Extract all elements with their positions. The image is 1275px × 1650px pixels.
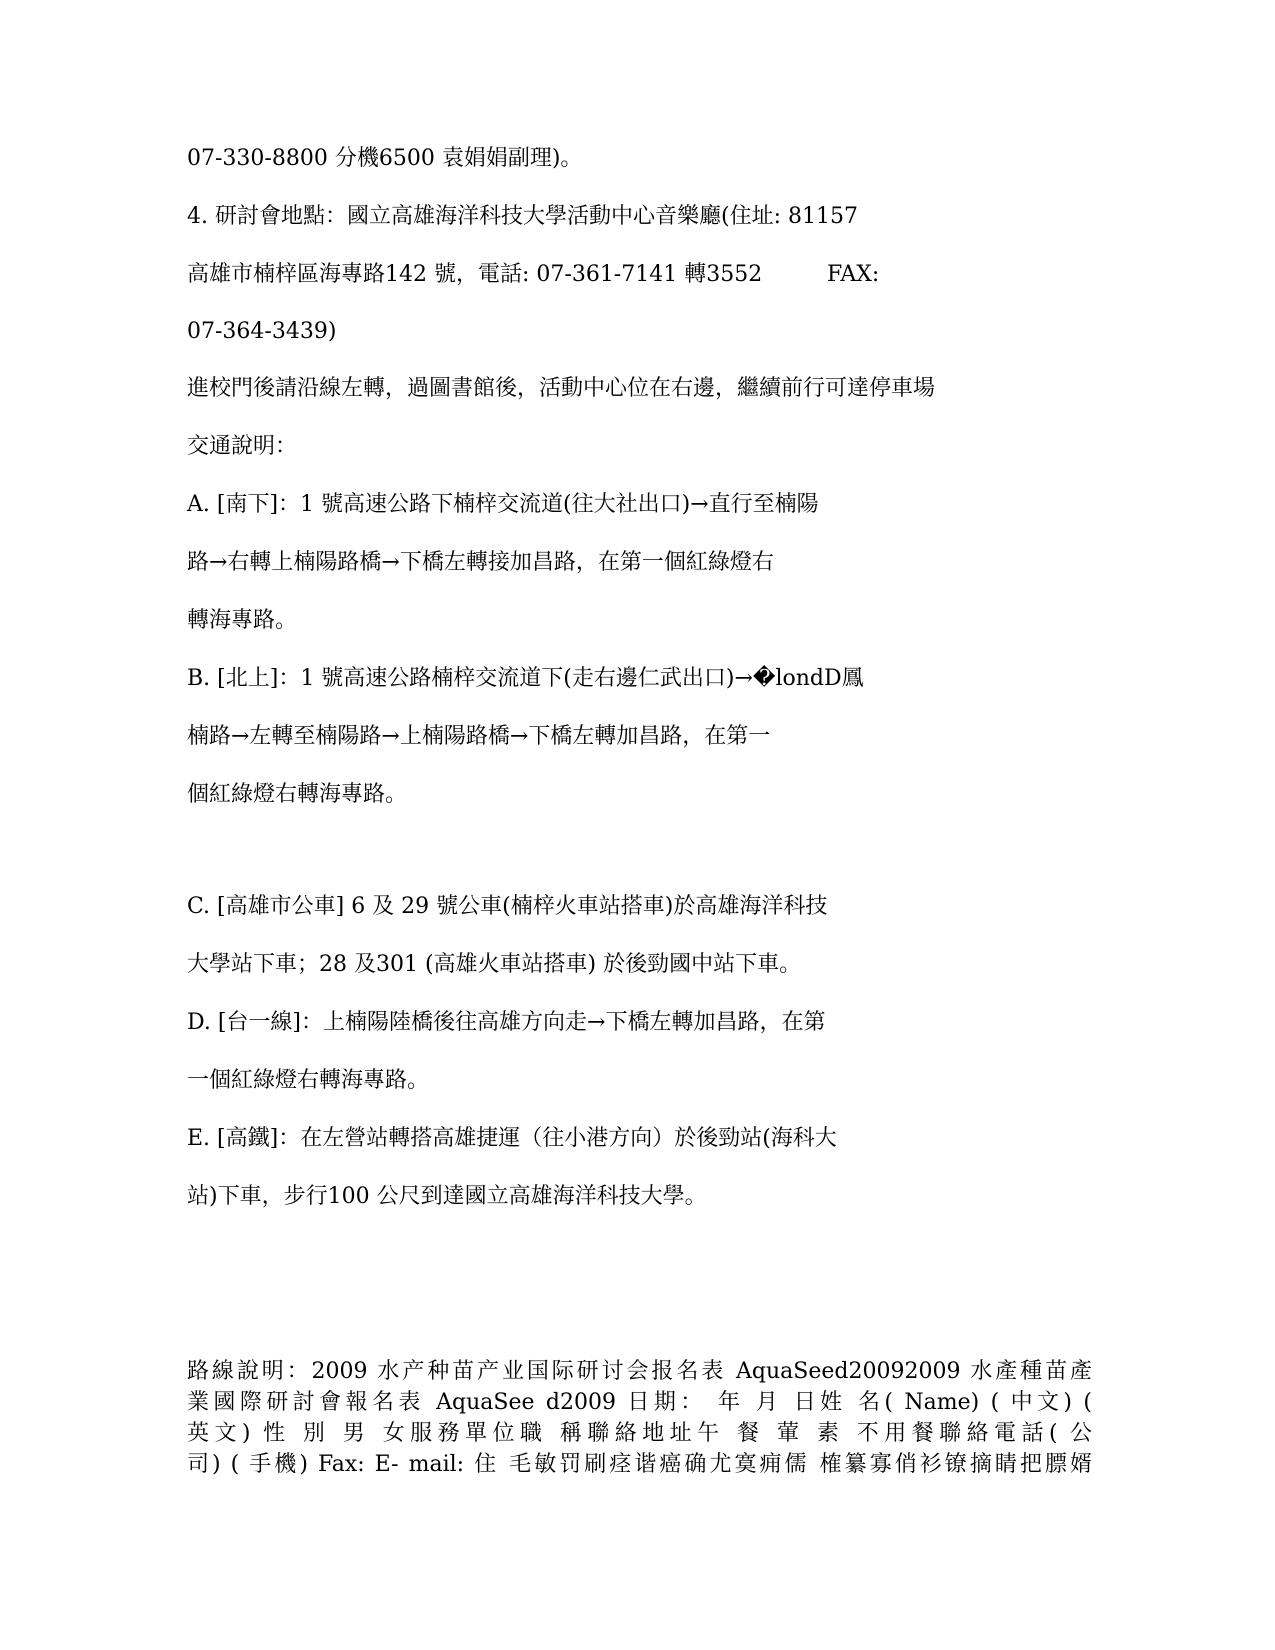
text-line-3-fax-label: FAX: bbox=[827, 262, 880, 287]
text-line-1-content: 07-330-8800 分機6500 袁娟娟副理)。 bbox=[187, 146, 583, 171]
text-line-18 bbox=[187, 1183, 707, 1211]
text-line-14 bbox=[187, 951, 801, 979]
text-line-5-content: 進校門後請沿線左轉，過圖書館後，活動中心位在右邊，繼續前行可達停車場 bbox=[187, 376, 936, 401]
text-line-11 bbox=[187, 723, 770, 751]
text-line-10 bbox=[187, 665, 864, 693]
footer-line-3: 英文) 性 別 男 女服務單位職 稱聯絡地址午 餐 葷 素 不用餐聯絡電話( 公 bbox=[187, 1421, 1092, 1446]
text-line-1 bbox=[187, 145, 582, 173]
route-e-line-1: E. [高鐵]：在左營站轉搭高雄捷運（往小港方向）於後勁站(海科大 bbox=[187, 1126, 837, 1151]
route-b-line-2: 楠路→左轉至楠陽路→上楠陽路橋→下橋左轉加昌路，在第一 bbox=[187, 724, 771, 749]
text-line-13 bbox=[187, 893, 827, 921]
text-line-4-content: 07-364-3439) bbox=[187, 319, 337, 344]
text-line-2 bbox=[187, 203, 858, 231]
text-line-6 bbox=[187, 433, 297, 461]
route-b-line-1: B. [北上]：1 號高速公路楠梓交流道下(走右邊仁武出口)→�londD鳳 bbox=[187, 666, 864, 691]
route-a-line-1: A. [南下]：1 號高速公路下楠梓交流道(往大社出口)→直行至楠陽 bbox=[187, 492, 819, 517]
route-e-line-2: 站)下車，步行100 公尺到達國立高雄海洋科技大學。 bbox=[187, 1184, 707, 1209]
text-line-4 bbox=[187, 318, 336, 346]
text-line-15 bbox=[187, 1009, 825, 1037]
text-line-9 bbox=[187, 607, 297, 635]
text-line-2-content: 4. 研討會地點：國立高雄海洋科技大學活動中心音樂廳(住址: 81157 bbox=[187, 204, 858, 229]
text-line-12 bbox=[187, 781, 407, 809]
footer-text-block bbox=[187, 1356, 1092, 1480]
footer-line-1: 路線說明：2009 水产种苗产业国际研讨会报名表 AquaSeed20092009 水產種苗產 bbox=[187, 1359, 1092, 1384]
text-line-5 bbox=[187, 375, 935, 403]
text-line-7 bbox=[187, 491, 819, 519]
footer-line-4: 司) ( 手機) Fax: E- mail: 住 毛敏罚刷痉谐癌确尤寞痈儒 榷纂寡俏衫镣摘睛把膘婿 bbox=[187, 1452, 1092, 1477]
route-a-line-2: 路→右轉上楠陽路橋→下橋左轉接加昌路，在第一個紅綠燈右 bbox=[187, 550, 774, 575]
route-b-line-3: 個紅綠燈右轉海專路。 bbox=[187, 782, 408, 807]
section-heading-transport: 交通說明： bbox=[187, 434, 298, 459]
footer-line-2: 業國際研討會報名表 AquaSee d2009 日期： 年 月 日姓 名( Name) ( 中文) ( bbox=[187, 1390, 1092, 1415]
text-line-17 bbox=[187, 1125, 837, 1153]
route-c-line-2: 大學站下車；28 及301 (高雄火車站搭車) 於後勁國中站下車。 bbox=[187, 952, 802, 977]
route-c-line-1: C. [高雄市公車] 6 及 29 號公車(楠梓火車站搭車)於高雄海洋科技 bbox=[187, 894, 828, 919]
route-d-line-1: D. [台一線]：上楠陽陸橋後往高雄方向走→下橋左轉加昌路，在第 bbox=[187, 1010, 826, 1035]
route-d-line-2: 一個紅綠燈右轉海專路。 bbox=[187, 1068, 430, 1093]
text-line-3-address: 高雄市楠梓區海專路142 號，電話: 07-361-7141 轉3552 bbox=[187, 262, 763, 287]
text-line-16 bbox=[187, 1067, 429, 1095]
text-line-3 bbox=[187, 261, 1087, 289]
text-line-8 bbox=[187, 549, 774, 577]
route-a-line-3: 轉海專路。 bbox=[187, 608, 298, 633]
